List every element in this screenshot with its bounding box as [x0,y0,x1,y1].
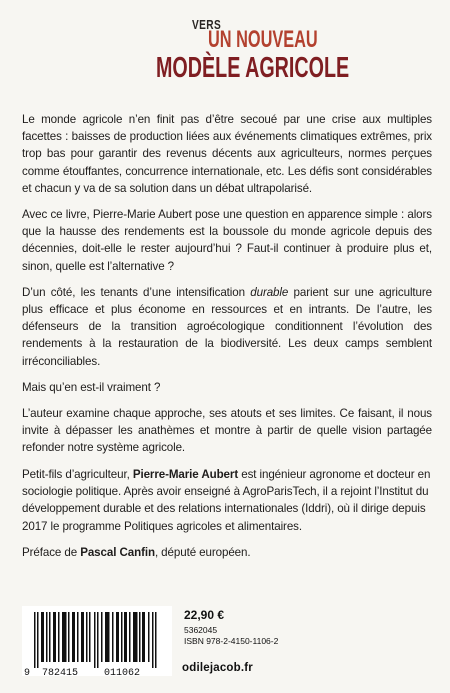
blurb-p3-start: D’un côté, les tenants d’une intensification [22,285,251,299]
bio-paragraph [22,466,432,535]
title-line-2: UN NOUVEAU [208,26,318,53]
blurb-paragraph-3 [22,284,432,370]
title-line-1: VERS [192,17,222,32]
product-reference: 5362045 [184,625,218,635]
blurb-p3-end: parient sur une agriculture plus efficace et plus économe en ressources et en intrants. De l’autre, les défenseurs de la transition agroécologique conditionnent l’évolution des rendements à la restauration de la biodiversité. Les deux camps semblent irréconciliables. [22,285,432,368]
blurb-paragraph-4: Mais qu’en est-il vraiment ? [22,380,161,394]
bio-start: Petit-fils d’agriculteur, [22,468,133,481]
price: 22,90 € [184,608,225,622]
barcode-digit-prefix: 9 [24,668,31,679]
publisher-website: odilejacob.fr [182,662,253,674]
barcode-digits-left: 782415 [42,668,79,679]
preface-line [22,544,432,561]
author-name: Pierre-Marie Aubert [132,468,239,481]
author-bio [22,466,432,570]
blurb-paragraph-5: L’auteur examine chaque approche, ses atouts et ses limites. Ce faisant, il nous invite à dépasser les anathèmes et montre à partir de quelle vision partagée refonder notre système agricole. [22,407,432,455]
barcode [22,606,172,679]
blurb-paragraph-2: Avec ce livre, Pierre-Marie Aubert pose une question en apparence simple : alors que la hausse des rendements est la boussole du monde agricole depuis des décennies, doit-elle le rester aujourd’hui ? Faut-il continuer à produire plus et, sinon, quelle est l’alternative ? [22,208,432,273]
barcode-bars [28,612,166,668]
blurb-paragraph-1: Le monde agricole n’en finit pas d’être secoué par une crise aux multiples facettes : baisses de production liées aux événements climatiques extrêmes, prix trop bas pour garantir des revenus décents aux agriculteurs, normes perçues comme étouffantes, concurrence internationale, etc. Les défis sont considérables et chacun y va de sa solution dans un débat ultrapolarisé. [22,113,432,195]
title-line-3: MODÈLE AGRICOLE [156,52,350,84]
preface-end: , député européen. [154,545,251,559]
isbn: ISBN 978-2-4150-1106-2 [184,636,279,646]
preface-start: Préface de [22,545,81,559]
blurb [22,111,432,466]
barcode-digits-right: 011062 [104,668,141,679]
preface-name: Pascal Canfin [80,545,155,559]
blurb-p3-emphasis: durable [250,285,289,299]
bio-end: est ingénieur agronome et docteur en sociologie politique. Après avoir enseigné à AgroParisTech, il a rejoint l’Institut du développement durable et des relations internationales (Iddri), où il dirige depuis 2017 le programme Politiques agricoles et alimentaires. [22,468,431,533]
